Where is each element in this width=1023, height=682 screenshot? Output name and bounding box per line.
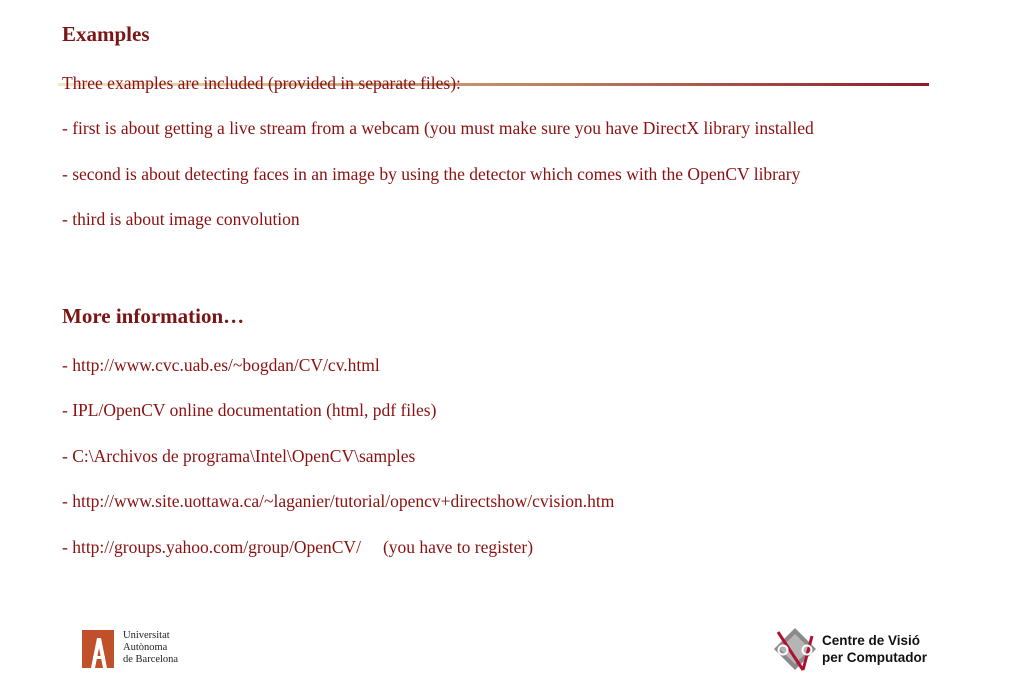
example-item-face-detection: - second is about detecting faces in an image by using the detector which comes with the OpenCV library: [62, 164, 801, 184]
samples-path-item: - C:\Archivos de programa\Intel\OpenCV\samples: [62, 446, 416, 466]
example-item-convolution: - third is about image convolution: [62, 209, 300, 229]
cvc-logo-icon: [772, 626, 818, 672]
examples-intro: Three examples are included (provided in separate files):: [62, 73, 461, 93]
opencv-docs-item: - IPL/OpenCV online documentation (html, pdf files): [62, 400, 437, 420]
link-cvc-uab[interactable]: - http://www.cvc.uab.es/~bogdan/CV/cv.html: [62, 355, 380, 375]
register-note: (you have to register): [382, 537, 534, 557]
example-item-webcam: - first is about getting a live stream from a webcam (you must make sure you have DirectX library installed: [62, 118, 814, 138]
examples-heading: Examples: [62, 22, 150, 46]
more-info-heading: More information…: [62, 304, 245, 328]
uab-line-2: Autònoma: [123, 642, 168, 653]
cvc-line-1: Centre de Visió: [822, 633, 921, 648]
link-yahoo-group[interactable]: - http://groups.yahoo.com/group/OpenCV/: [62, 537, 361, 557]
uab-line-1: Universitat: [123, 630, 170, 641]
cvc-line-2: per Computador: [822, 650, 928, 665]
uab-logo-icon: [82, 630, 114, 668]
uab-line-3: de Barcelona: [123, 654, 179, 665]
yahoo-group-item: [62, 537, 533, 558]
link-uottawa-tutorial[interactable]: - http://www.site.uottawa.ca/~laganier/tutorial/opencv+directshow/cvision.htm: [62, 491, 615, 511]
uab-name: [123, 630, 178, 666]
cvc-name: [822, 632, 927, 666]
